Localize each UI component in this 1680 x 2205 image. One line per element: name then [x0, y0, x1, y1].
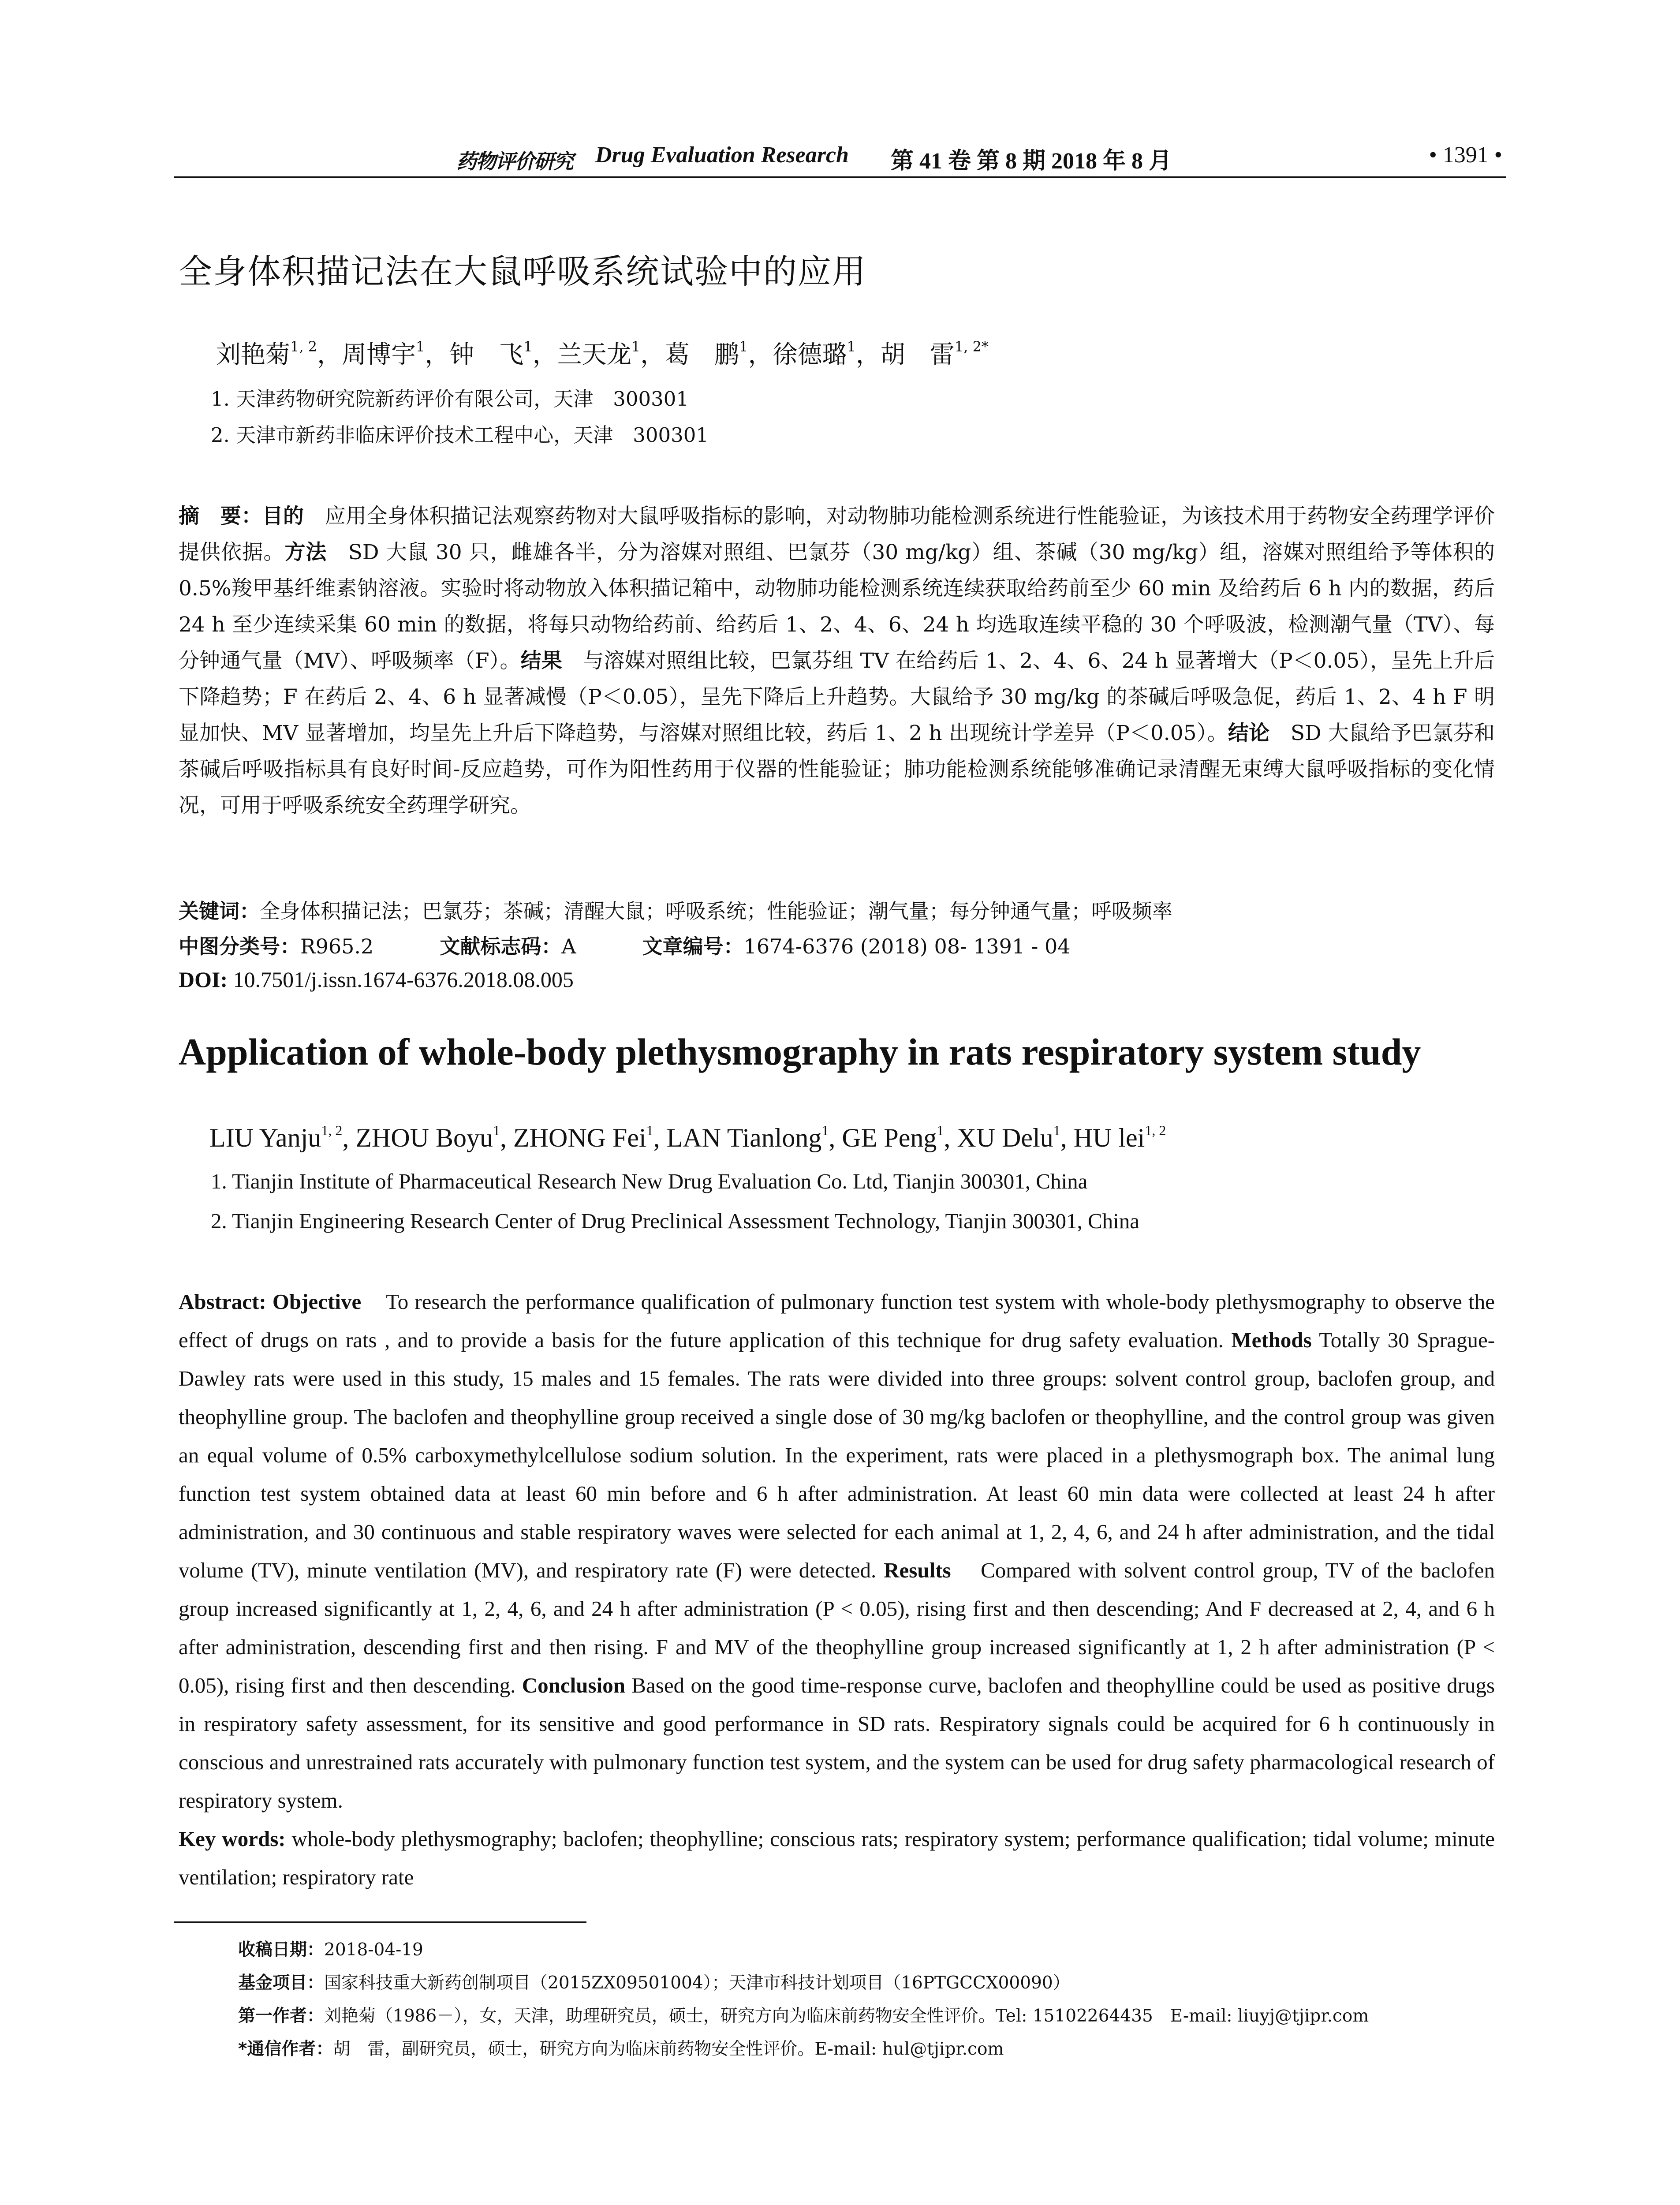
- author-name: 周博宇: [342, 340, 416, 369]
- footnote-text: 国家科技重大新药创制项目（2015ZX09501004）；天津市科技计划项目（16PTGCCX00090）: [324, 1973, 1070, 1993]
- footnote-text: 刘艳菊（1986－），女，天津，助理研究员，硕士，研究方向为临床前药物安全性评价。Tel: 15102264435 E-mail: liuyj@tjipr.com: [324, 2006, 1369, 2026]
- author-affiliation-mark: 1, 2*: [954, 338, 989, 355]
- author-affiliation-mark: 1, 2: [1145, 1122, 1166, 1138]
- author-affiliation-mark: 1: [1053, 1122, 1060, 1138]
- author-affiliation-mark: 1: [821, 1122, 829, 1138]
- author-name: HU lei: [1073, 1123, 1145, 1152]
- english-abstract: [179, 1282, 1495, 1896]
- results-text: Compared with solvent control group, TV of the baclofen group increased significantly at 1, 2, 4, 6, and 24 h after administration (P < 0.05), rising first and then descending; And F decreased at 2, 4, and 6 h after administration, descending first and then rising. F and MV of the theophylline group increased significantly at 1, 2 h after administration (P < 0.05), rising first and then descending.: [179, 1558, 1495, 1697]
- methods-label: 方法: [284, 540, 327, 564]
- running-header: [174, 139, 1506, 179]
- page-number: • 1391 •: [1429, 142, 1502, 168]
- doi-label: DOI:: [179, 967, 228, 992]
- author-name: 葛 鹏: [665, 340, 739, 369]
- objective-label: 目的: [262, 504, 304, 528]
- author-name: 胡 雷: [880, 340, 955, 369]
- journal-logo: 药物评价研究: [456, 149, 573, 173]
- english-title: Application of whole-body plethysmography in rats respiratory system study: [179, 1031, 1421, 1073]
- author-name: XU Delu: [957, 1123, 1053, 1152]
- classification-line: [179, 931, 1071, 960]
- footnote-label: 基金项目：: [238, 1973, 325, 1993]
- clc-label: 中图分类号：: [179, 934, 300, 958]
- author-affiliation-mark: 1: [631, 338, 641, 355]
- doi-value: 10.7501/j.issn.1674-6376.2018.08.005: [233, 967, 574, 992]
- keywords-text: whole-body plethysmography; baclofen; theophylline; conscious rats; respiratory system; performance qualification; tidal volume; minute ventilation; respiratory rate: [179, 1827, 1495, 1889]
- author-affiliation-mark: 1: [416, 338, 425, 355]
- footnote-text: 2018-04-19: [324, 1940, 423, 1960]
- chinese-author-list: 刘艳菊$^{1, 2}$，周博宇$^1$，钟 飞$^1$，兰天龙$^1$，葛 鹏$^1$，徐德璐$^1$，胡 雷$^{1, 2*}$: [216, 338, 989, 369]
- author-affiliation-mark: 1: [739, 338, 748, 355]
- methods-text: SD 大鼠 30 只，雌雄各半，分为溶媒对照组、巴氯芬（30 mg/kg）组、茶碱（30 mg/kg）组，溶媒对照组给予等体积的 0.5%羧甲基纤维素钠溶液。实验时将动物放入体积描记箱中，动物肺功能检测系统连续获取给药前至少 60 min 及给药后 6 h 内的数据，药后 24 h 至少连续采集 60 min 的数据，将每只动物给药前、给药后 1、2、4、6、24 h 均选取连续平稳的 30 个呼吸波，检测潮气量（TV）、每分钟通气量（MV）、呼吸频率（F）。: [179, 540, 1495, 673]
- author-affiliation-mark: 1, 2: [321, 1122, 343, 1138]
- doc-code-label: 文献标志码：: [440, 934, 562, 958]
- footnote-label: 第一作者：: [238, 2006, 325, 2026]
- chinese-affiliation-1: 1. 天津药物研究院新药评价有限公司，天津 300301: [211, 387, 689, 411]
- abstract-label: 摘 要：: [179, 504, 262, 528]
- author-name: GE Peng: [842, 1123, 937, 1152]
- conclusion-label: Conclusion: [522, 1673, 625, 1697]
- keywords-label: Key words:: [179, 1827, 286, 1851]
- clc-value: R965.2: [300, 934, 374, 958]
- footnote-divider: [174, 1921, 586, 1923]
- author-affiliation-mark: 1: [523, 338, 533, 355]
- author-name: LIU Yanju: [209, 1123, 321, 1152]
- volume-issue: 第 41 卷 第 8 期 2018 年 8 月: [891, 149, 1172, 174]
- author-name: 钟 飞: [449, 340, 524, 369]
- chinese-affiliation-2: 2. 天津市新药非临床评价技术工程中心，天津 300301: [211, 423, 709, 447]
- english-author-list: LIU Yanju$^{1, 2}$, ZHOU Boyu$^1$, ZHONG Fei$^1$, LAN Tianlong$^1$, GE Peng$^1$, XU Delu$^1$, HU lei$^{1, 2}$: [209, 1122, 1166, 1152]
- author-affiliation-mark: 1: [646, 1122, 653, 1138]
- footnote-funding: [238, 1969, 1070, 1994]
- author-name: ZHONG Fei: [513, 1123, 646, 1152]
- chinese-title: 全身体积描记法在大鼠呼吸系统试验中的应用: [179, 252, 866, 291]
- author-affiliation-mark: 1, 2: [290, 338, 317, 355]
- results-label: 结果: [520, 649, 563, 673]
- footnote-label: 收稿日期：: [238, 1940, 325, 1960]
- footnote-received: [238, 1936, 423, 1961]
- footnote-first-author: [238, 2002, 1369, 2027]
- doc-code-value: A: [561, 934, 576, 958]
- author-affiliation-mark: 1: [847, 338, 856, 355]
- footnote-text: 胡 雷，副研究员，硕士，研究方向为临床前药物安全性评价。E-mail: hul@tjipr.com: [333, 2039, 1004, 2059]
- objective-text: To research the performance qualification of pulmonary function test system with whole-body plethysmography to observe the effect of drugs on rats , and to provide a basis for the future application of this technique for drug safety evaluation.: [179, 1289, 1495, 1352]
- article-number-value: 1674-6376 (2018) 08- 1391 - 04: [743, 934, 1071, 958]
- methods-text: Totally 30 Sprague-Dawley rats were used in this study, 15 males and 15 females. The rats were divided into three groups: solvent control group, baclofen group, and theophylline group. The baclofen and theophylline group received a single dose of 30 mg/kg baclofen or theophylline, and the control group was given an equal volume of 0.5% carboxymethylcellulose sodium solution. In the experiment, rats were placed in a plethysmograph box. The animal lung function test system obtained data at least 60 min before and 6 h after administration. At least 60 min data were collected at least 24 h after administration, and 30 continuous and stable respiratory waves were selected for each animal at 1, 2, 4, 6, and 24 h after administration, and the tidal volume (TV), minute ventilation (MV), and respiratory rate (F) were detected.: [179, 1328, 1495, 1582]
- conclusion-text: Based on the good time-response curve, baclofen and theophylline could be used as positive drugs in respiratory safety assessment, for its sensitive and good performance in SD rats. Respiratory signals could be acquired for 6 h continuously in conscious and unrestrained rats accurately with pulmonary function test system, and the system can be used for drug safety pharmacological research of respiratory system.: [179, 1673, 1495, 1813]
- author-name: 刘艳菊: [216, 340, 290, 369]
- author-name: ZHOU Boyu: [355, 1123, 493, 1152]
- chinese-keywords: [179, 895, 1172, 924]
- keywords-label: 关键词：: [179, 899, 260, 923]
- conclusion-text: SD 大鼠给予巴氯芬和茶碱后呼吸指标具有良好时间-反应趋势，可作为阳性药用于仪器的性能验证；肺功能检测系统能够准确记录清醒无束缚大鼠呼吸指标的变化情况，可用于呼吸系统安全药理学研究。: [179, 721, 1495, 818]
- conclusion-label: 结论: [1228, 721, 1270, 745]
- author-affiliation-mark: 1: [493, 1122, 500, 1138]
- objective-text: 应用全身体积描记法观察药物对大鼠呼吸指标的影响，对动物肺功能检测系统进行性能验证，为该技术用于药物安全药理学评价提供依据。: [179, 504, 1495, 564]
- header-divider: [174, 176, 1506, 178]
- english-affiliation-1: 1. Tianjin Institute of Pharmaceutical Research New Drug Evaluation Co. Ltd, Tianjin 300301, China: [211, 1169, 1088, 1193]
- results-text: 与溶媒对照组比较，巴氯芬组 TV 在给药后 1、2、4、6、24 h 显著增大（P＜0.05），呈先上升后下降趋势；F 在药后 2、4、6 h 显著减慢（P＜0.05），呈先下降后上升趋势。大鼠给予 30 mg/kg 的茶碱后呼吸急促，药后 1、2、4 h F 明显加快、MV 显著增加，均呈先上升后下降趋势，与溶媒对照组比较，药后 1、2 h 出现统计学差异（P＜0.05）。: [179, 649, 1495, 745]
- footnote-corresponding-author: [238, 2035, 1004, 2060]
- english-affiliation-2: 2. Tianjin Engineering Research Center of Drug Preclinical Assessment Technology, Tianjin 300301, China: [211, 1209, 1140, 1233]
- keywords-text: 全身体积描记法；巴氯芬；茶碱；清醒大鼠；呼吸系统；性能验证；潮气量；每分钟通气量；呼吸频率: [260, 899, 1172, 923]
- objective-label: Abstract: Objective: [179, 1289, 362, 1314]
- footnote-label: *通信作者：: [238, 2039, 333, 2059]
- journal-name: Drug Evaluation Research: [595, 142, 849, 168]
- author-name: LAN Tianlong: [666, 1123, 822, 1152]
- doi-line: [179, 967, 574, 992]
- author-name: 徐德璐: [773, 340, 847, 369]
- article-number-label: 文章编号：: [642, 934, 744, 958]
- author-affiliation-mark: 1: [937, 1122, 944, 1138]
- methods-label: Methods: [1231, 1328, 1312, 1352]
- results-label: Results: [884, 1558, 951, 1582]
- author-name: 兰天龙: [557, 340, 631, 369]
- chinese-abstract: [179, 498, 1495, 824]
